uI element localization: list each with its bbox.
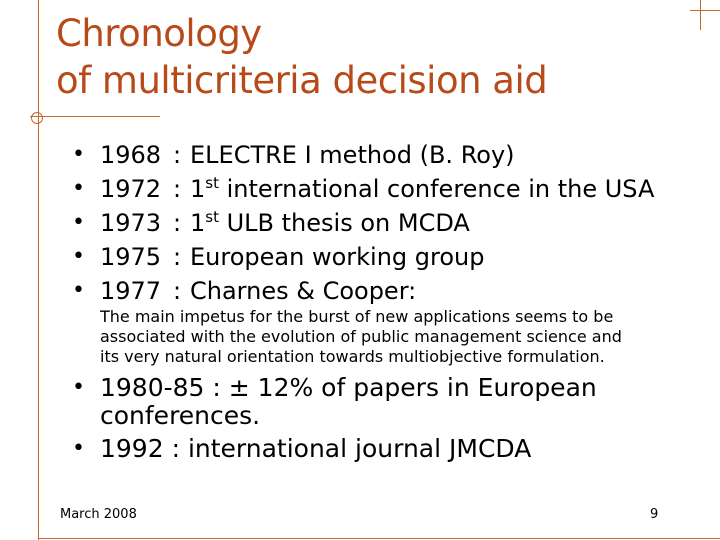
page-number: 9 [650,507,659,522]
bullet-icon: • [72,375,85,400]
slide-title [56,10,547,104]
title-line-2: of multicriteria decision aid [56,59,548,102]
bottom-rule [38,538,720,539]
description-text: ULB thesis on MCDA [218,209,470,237]
top-rule [38,0,39,540]
left-rule-horizontal [30,116,160,117]
item-year: 1968 [100,141,162,169]
right-rule-horizontal [690,10,720,11]
item-year: 1972 [100,175,162,203]
bullet-icon: • [72,278,85,303]
item-year: 1977 [100,277,162,305]
right-rule-vertical [700,0,701,30]
item-text: 1980-85 : ± 12% of papers in European [100,373,597,402]
note-line: The main impetus for the burst of new applications seems to be [100,307,614,326]
note-line: associated with the evolution of public management science and [100,327,622,346]
impetus-note [100,307,680,367]
item-year: 1975 [100,243,162,271]
description-text: international conference in the USA [218,175,655,203]
ordinal-suffix: st [205,174,219,192]
bullet-icon: • [72,436,85,461]
bullet-icon: • [72,244,85,269]
ordinal-suffix: st [205,208,219,226]
bullet-icon: • [72,142,85,167]
item-description [190,206,470,240]
corner-circle-icon [29,110,45,126]
item-text-continued: conferences. [100,401,261,430]
bullet-icon: • [72,176,85,201]
item-colon: : [173,277,182,305]
item-colon: : [173,209,182,237]
ordinal-number: 1 [190,175,206,203]
bullet-icon: • [72,210,85,235]
item-description: European working group [190,243,485,271]
item-colon: : [173,141,182,169]
item-text: 1992 : international journal JMCDA [100,434,532,463]
item-description: Charnes & Cooper: [190,277,417,305]
item-year: 1973 [100,209,162,237]
item-colon: : [173,243,182,271]
note-line: its very natural orientation towards multiobjective formulation. [100,347,605,366]
item-description [190,172,654,206]
ordinal-number: 1 [190,209,206,237]
footer-date: March 2008 [60,507,137,522]
title-line-1: Chronology [56,12,262,55]
item-colon: : [173,175,182,203]
item-description: ELECTRE I method (B. Roy) [190,141,515,169]
